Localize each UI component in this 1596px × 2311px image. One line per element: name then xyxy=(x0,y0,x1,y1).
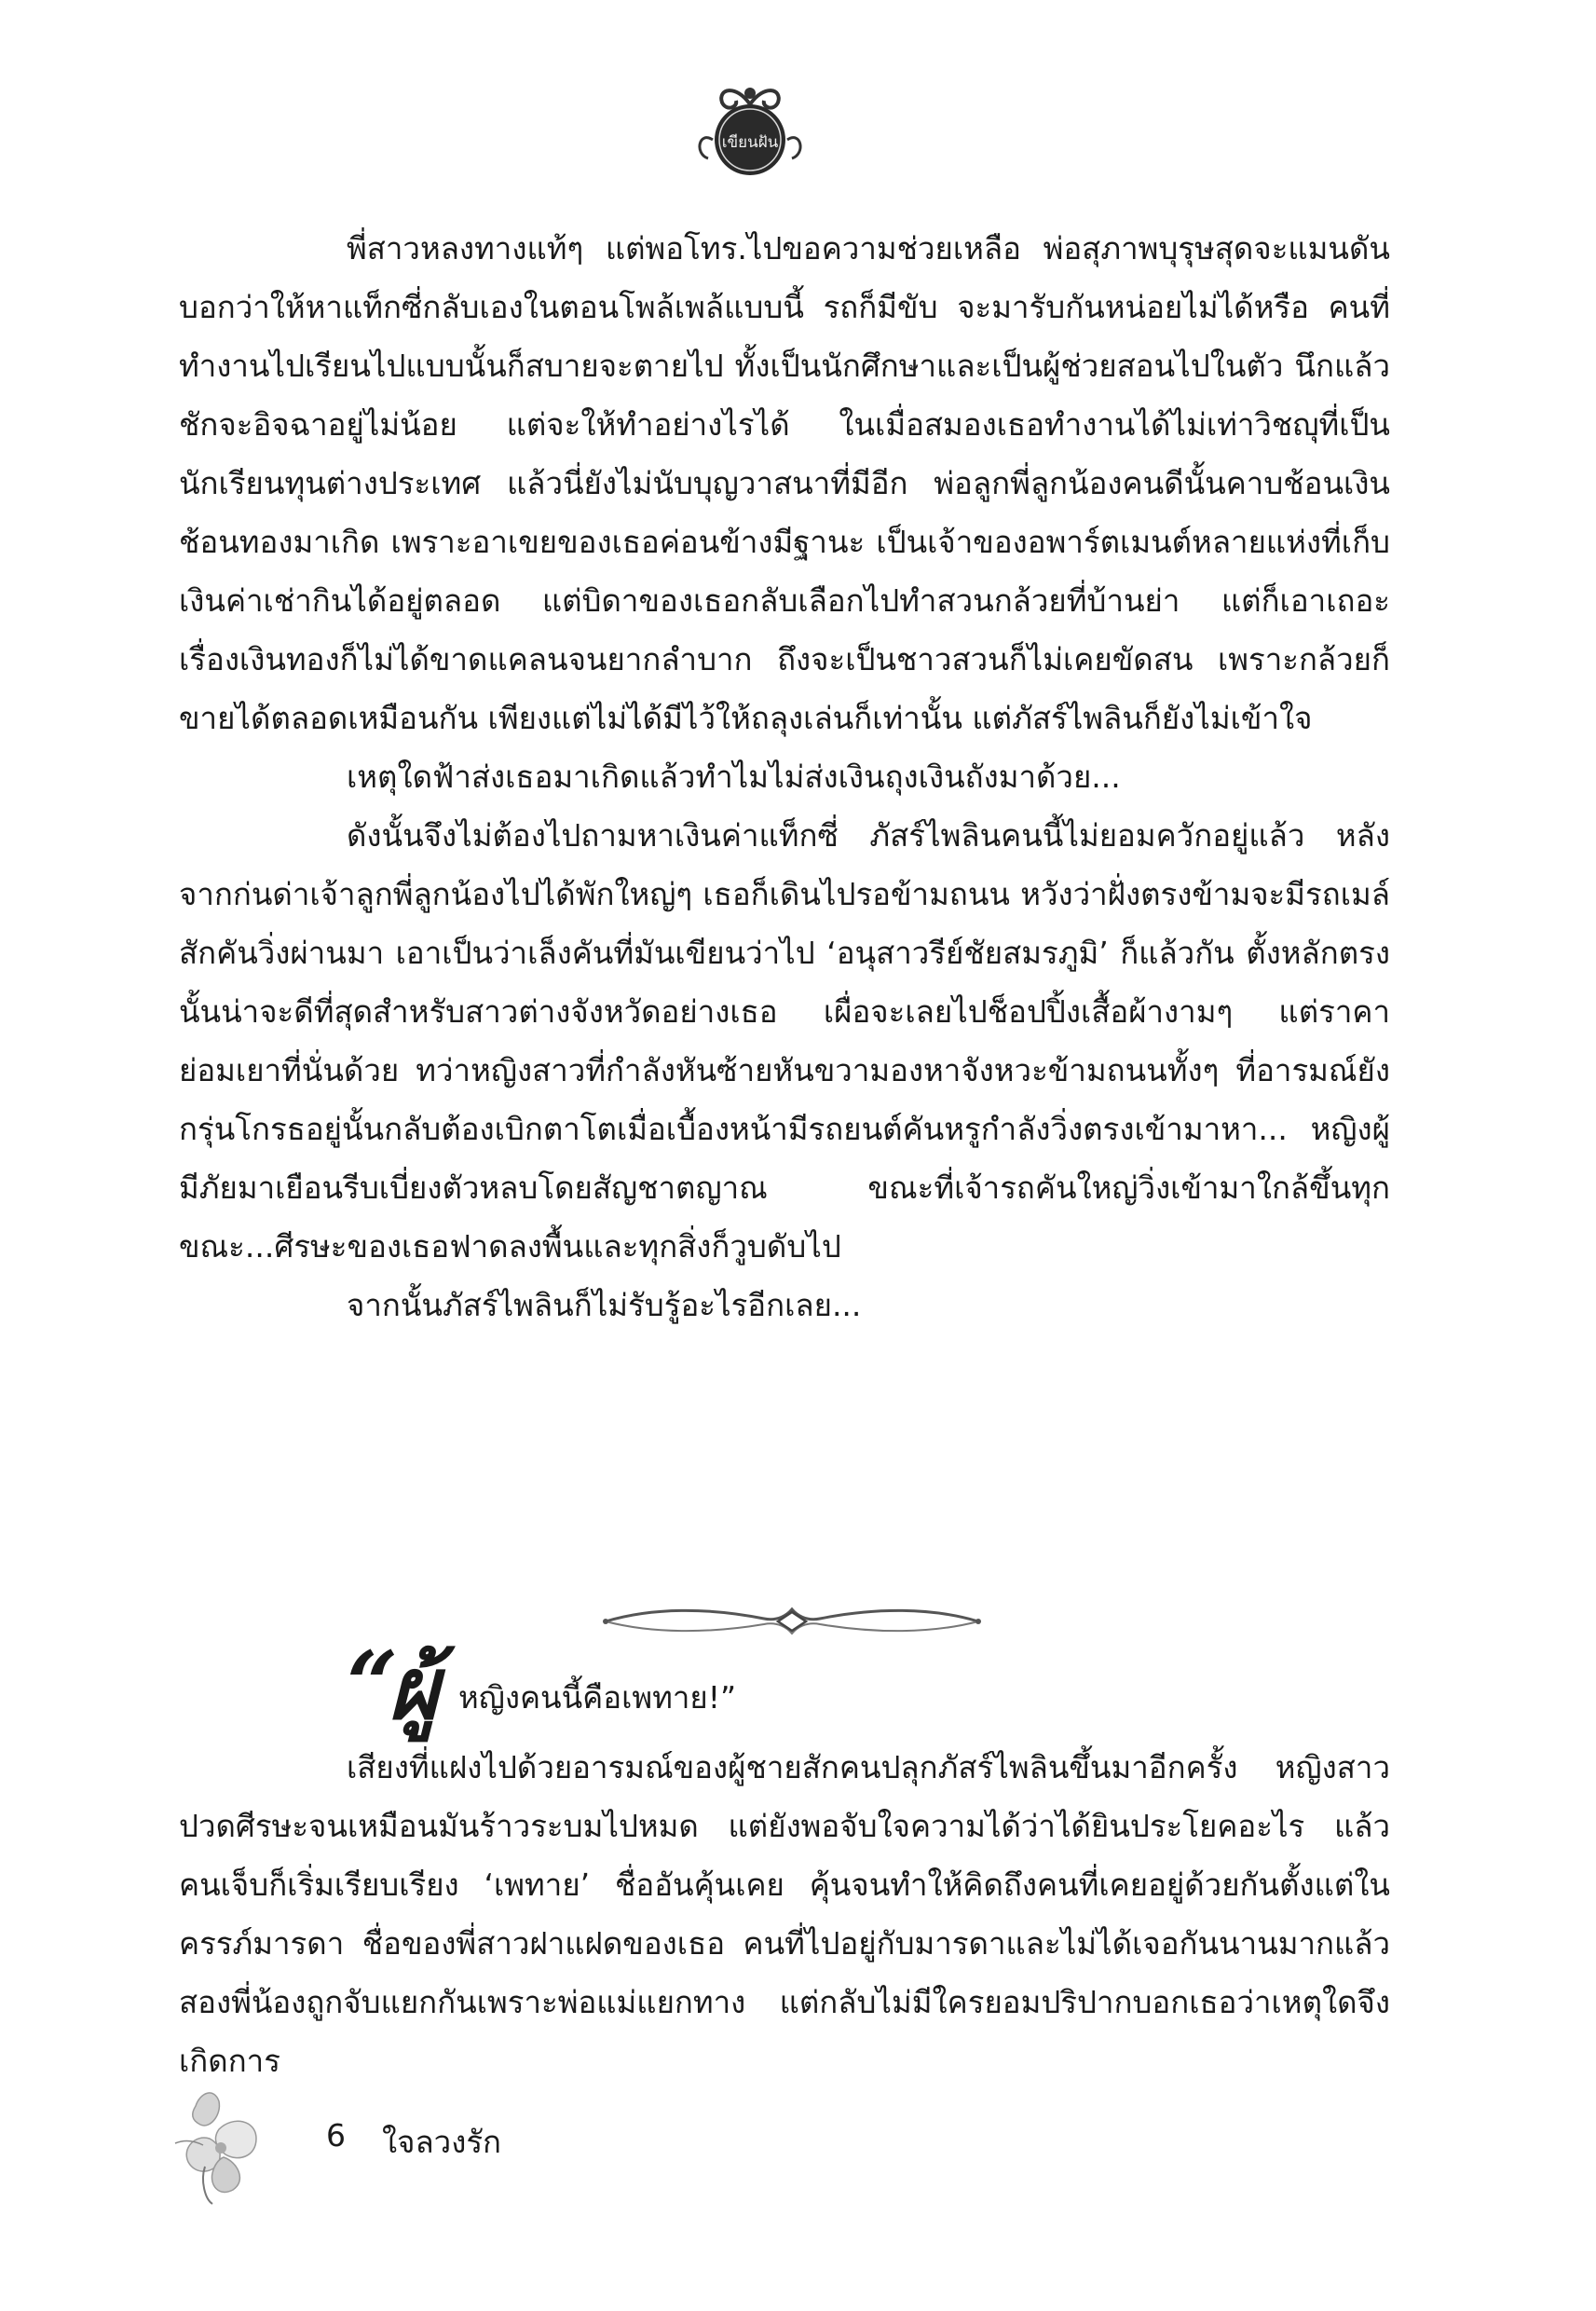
dialog-opening-line xyxy=(179,1632,1390,1739)
paragraph-4: จากนั้นภัสร์ไพลินก็ไม่รับรู้อะไรอีกเลย... xyxy=(347,1287,862,1323)
dropcap: ผู้ xyxy=(389,1639,439,1739)
ornament-divider-icon xyxy=(596,1598,988,1645)
publisher-emblem-icon xyxy=(680,65,820,186)
book-title: ใจลวงรัก xyxy=(382,2124,502,2160)
paragraph-3: ดังนั้นจึงไม่ต้องไปถามหาเงินค่าแท็กซี่ ภัสร์ไพลินคนนี้ไม่ยอมควักอยู่แล้ว หลังจากก่นด่าเจ้าลูกพี่ลูกน้องไปได้พักใหญ่ๆ เธอก็เดินไปรอข้ามถนน หวังว่าฝั่งตรงข้ามจะมีรถเมล์สักคันวิ่งผ่านมา เอาเป็นว่าเล็งคันที่มันเขียนว่าไป ‘อนุสาวรีย์ชัยสมรภูมิ’ ก็แล้วกัน ตั้งหลักตรงนั้นน่าจะดีที่สุดสำหรับสาวต่างจังหวัดอย่างเธอ เผื่อจะเลยไปช็อปปิ้งเสื้อผ้างามๆ แต่ราคาย่อมเยาที่นั่นด้วย ทว่าหญิงสาวที่กำลังหันซ้ายหันขวามองหาจังหวะข้ามถนนทั้งๆ ที่อารมณ์ยังกรุ่นโกรธอยู่นั้นกลับต้องเบิกตาโตเมื่อเบื้องหน้ามีรถยนต์คันหรูกำลังวิ่งตรงเข้ามาหา... หญิงผู้มีภัยมาเยือนรีบเบี่ยงตัวหลบโดยสัญชาตญาณ ขณะที่เจ้ารถคันใหญ่วิ่งเข้ามาใกล้ขึ้นทุกขณะ...ศีรษะของเธอฟาดลงพื้นและทุกสิ่งก็วูบดับไป xyxy=(179,817,1390,1265)
page-number: 6 xyxy=(326,2117,346,2154)
open-quote-mark: “ xyxy=(347,1632,399,1737)
dialog-line: หญิงคนนี้คือเพทาย!” xyxy=(458,1679,737,1716)
emblem-text: เขียนฝัน xyxy=(721,133,779,152)
paragraph-1: พี่สาวหลงทางแท้ๆ แต่พอโทร.ไปขอความช่วยเหลือ พ่อสุภาพบุรุษสุดจะแมนดันบอกว่าให้หาแท็กซี่กลับเองในตอนโพล้เพล้แบบนี้ รถก็มีขับ จะมารับกันหน่อยไม่ได้หรือ คนที่ทำงานไปเรียนไปแบบนั้นก็สบายจะตายไป ทั้งเป็นนักศึกษาและเป็นผู้ช่วยสอนไปในตัว นึกแล้วชักจะอิจฉาอยู่ไม่น้อย แต่จะให้ทำอย่างไรได้ ในเมื่อสมองเธอทำงานได้ไม่เท่าวิชญุที่เป็นนักเรียนทุนต่างประเทศ แล้วนี่ยังไม่นับบุญวาสนาที่มีอีก พ่อลูกพี่ลูกน้องคนดีนั้นคาบช้อนเงินช้อนทองมาเกิด เพราะอาเขยของเธอค่อนข้างมีฐานะ เป็นเจ้าของอพาร์ตเมนต์หลายแห่งที่เก็บเงินค่าเช่ากินได้อยู่ตลอด แต่บิดาของเธอกลับเลือกไปทำสวนกล้วยที่บ้านย่า แต่ก็เอาเถอะ เรื่องเงินทองก็ไม่ได้ขาดแคลนจนยากลำบาก ถึงจะเป็นชาวสวนก็ไม่เคยขัดสน เพราะกล้วยก็ขายได้ตลอดเหมือนกัน เพียงแต่ไม่ได้มีไว้ให้ถลุงเล่นก็เท่านั้น แต่ภัสร์ไพลินก็ยังไม่เข้าใจ xyxy=(179,230,1390,736)
page-footer xyxy=(168,2087,820,2218)
paragraph-5: เสียงที่แฝงไปด้วยอารมณ์ของผู้ชายสักคนปลุกภัสร์ไพลินขึ้นมาอีกครั้ง หญิงสาวปวดศีรษะจนเหมือนมันร้าวระบมไปหมด แต่ยังพอจับใจความได้ว่าได้ยินประโยคอะไร แล้วคนเจ็บก็เริ่มเรียบเรียง ‘เพทาย’ ชื่ออันคุ้นเคย คุ้นจนทำให้คิดถึงคนที่เคยอยู่ด้วยกันตั้งแต่ในครรภ์มารดา ชื่อของพี่สาวฝาแฝดของเธอ คนที่ไปอยู่กับมารดาและไม่ได้เจอกันนานมากแล้ว สองพี่น้องถูกจับแยกกันเพราะพ่อแม่แยกทาง แต่กลับไม่มีใครยอมปริปากบอกเธอว่าเหตุใดจึงเกิดการ xyxy=(179,1749,1390,2079)
magnolia-flower-icon xyxy=(168,2087,280,2208)
dialog-section xyxy=(179,1632,1390,2090)
paragraph-2: เหตุใดฟ้าส่งเธอมาเกิดแล้วทำไมไม่ส่งเงินถุงเงินถังมาด้วย... xyxy=(347,759,1121,795)
body-text xyxy=(179,219,1390,1334)
